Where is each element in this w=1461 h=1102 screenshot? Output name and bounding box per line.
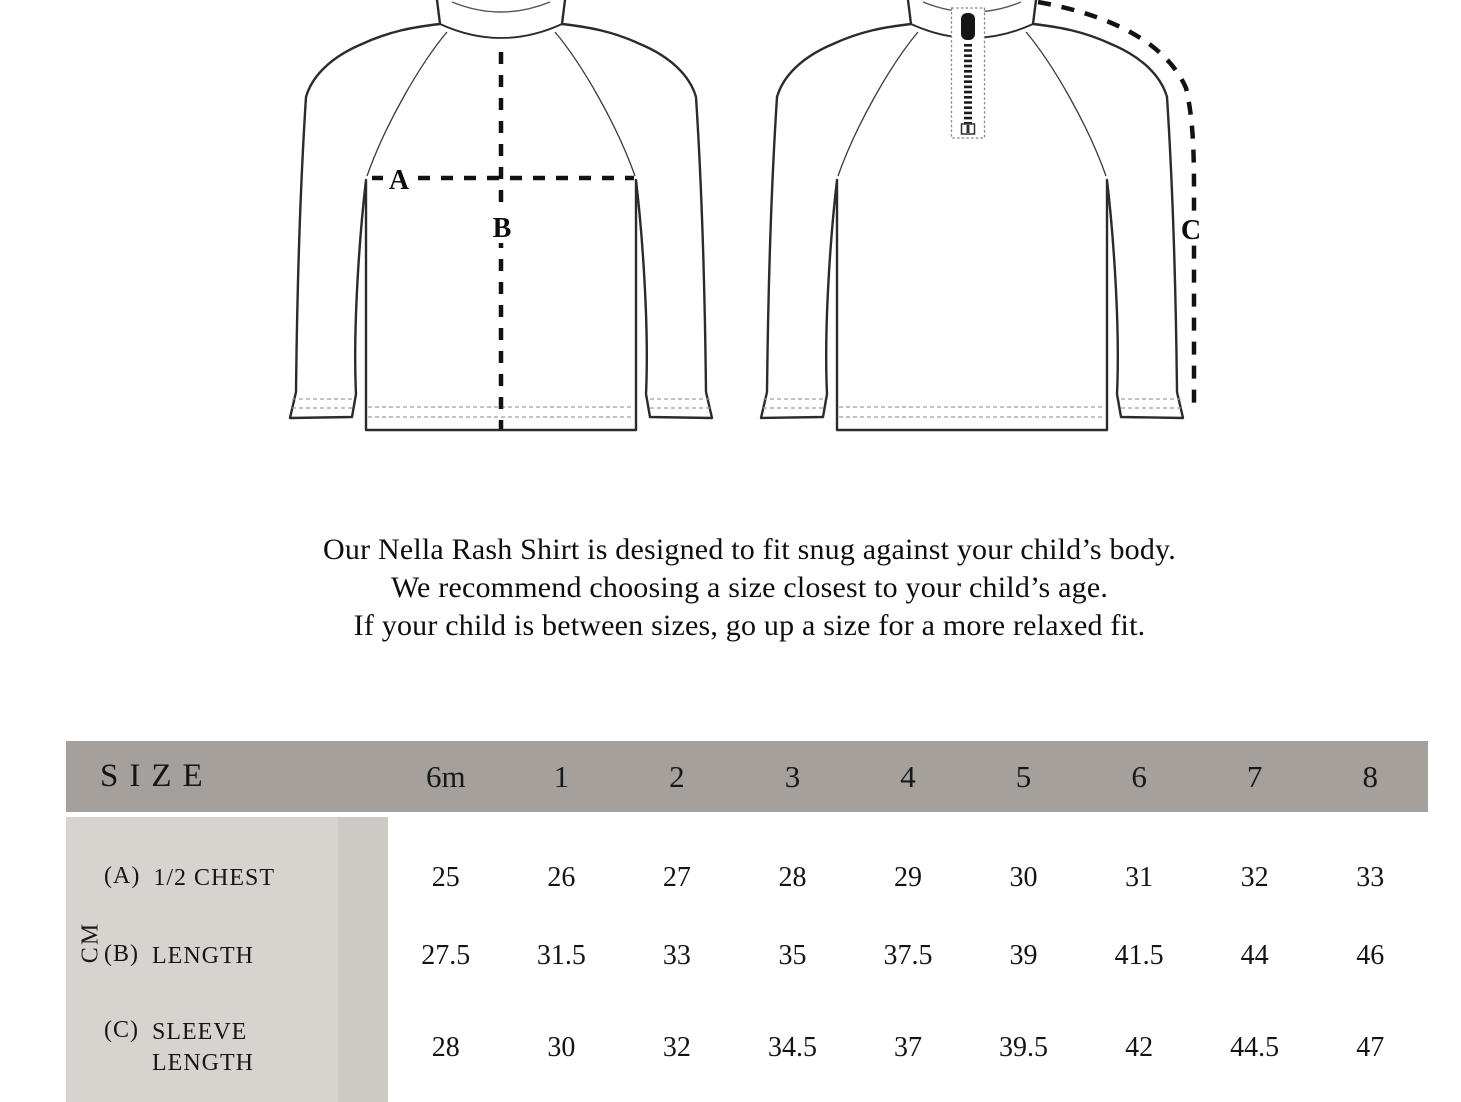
measure-label-c: C [1180, 215, 1202, 246]
table-row-sleeve-length [66, 999, 1428, 1102]
sleeve-value-5: 39.5 [999, 1031, 1049, 1063]
sleeve-value-2: 32 [662, 1031, 691, 1063]
row-label-chest [66, 863, 338, 894]
chest-value-6m: 25 [431, 862, 460, 893]
fit-description-line-2: We recommend choosing a size closest to your child’s age. [390, 571, 1109, 604]
length-value-8: 46 [1356, 940, 1385, 971]
sleeve-value-4: 37 [893, 1031, 922, 1063]
fit-description-line-3: If your child is between sizes, go up a size for a more relaxed fit. [353, 609, 1146, 642]
size-header-2: 2 [669, 758, 685, 794]
row-name-length: LENGTH [152, 942, 254, 969]
length-value-1: 31.5 [536, 940, 586, 971]
row-key-b: (B) [104, 940, 139, 967]
size-table-header [66, 741, 1428, 812]
fit-description [38, 531, 1461, 645]
size-table-title: SIZE [100, 758, 214, 794]
sleeve-value-6: 42 [1125, 1031, 1154, 1063]
chest-value-1: 26 [547, 862, 576, 893]
length-value-4: 37.5 [883, 940, 933, 971]
row-name-sleeve-line2: LENGTH [152, 1049, 254, 1076]
garment-diagrams [0, 0, 1461, 470]
size-header-4: 4 [900, 758, 916, 794]
size-header-6: 6 [1131, 758, 1147, 794]
length-value-5: 39 [1009, 940, 1038, 971]
fit-description-line-1: Our Nella Rash Shirt is designed to fit snug against your child’s body. [323, 533, 1176, 566]
size-header-6m: 6m [425, 758, 466, 794]
chest-value-4: 29 [893, 862, 922, 893]
size-header-5: 5 [1015, 758, 1032, 794]
sleeve-value-6m: 28 [431, 1031, 460, 1063]
chest-value-7: 32 [1240, 862, 1269, 893]
unit-label: CM [77, 921, 104, 964]
size-header-8: 8 [1362, 758, 1378, 794]
sleeve-value-3: 34.5 [767, 1031, 817, 1063]
sleeve-value-7: 44.5 [1230, 1031, 1280, 1063]
sleeve-value-1: 30 [547, 1031, 576, 1063]
table-row-length [66, 923, 1428, 999]
zipper-pull [961, 13, 975, 40]
length-value-6: 41.5 [1114, 940, 1164, 971]
chest-value-2: 27 [662, 862, 691, 893]
length-value-3: 35 [778, 940, 807, 971]
measure-label-b: B [492, 213, 512, 244]
length-value-2: 33 [662, 940, 691, 971]
row-label-length [66, 941, 338, 972]
measure-label-a: A [388, 165, 410, 196]
row-name-sleeve-line1: SLEEVE [152, 1018, 248, 1045]
row-name-chest: 1/2 CHEST [153, 864, 276, 891]
zipper [952, 8, 985, 138]
size-table-body [66, 817, 1428, 1102]
chest-value-3: 28 [778, 862, 807, 893]
length-value-6m: 27.5 [421, 940, 471, 971]
size-header-3: 3 [784, 758, 801, 794]
size-table [66, 741, 1428, 1102]
back-view-diagram [761, 0, 1207, 430]
row-label-sleeve-length [66, 1017, 338, 1079]
size-header-1: 1 [553, 758, 570, 794]
sleeve-value-8: 47 [1356, 1031, 1385, 1063]
row-key-a: (A) [104, 862, 141, 889]
chest-value-6: 31 [1125, 862, 1154, 893]
chest-value-8: 33 [1356, 862, 1385, 893]
front-view-diagram [290, 0, 712, 430]
table-row-chest [66, 817, 1428, 923]
size-header-7: 7 [1246, 758, 1263, 794]
row-key-c: (C) [104, 1016, 139, 1043]
length-value-7: 44 [1240, 940, 1269, 971]
chest-value-5: 30 [1009, 862, 1038, 893]
